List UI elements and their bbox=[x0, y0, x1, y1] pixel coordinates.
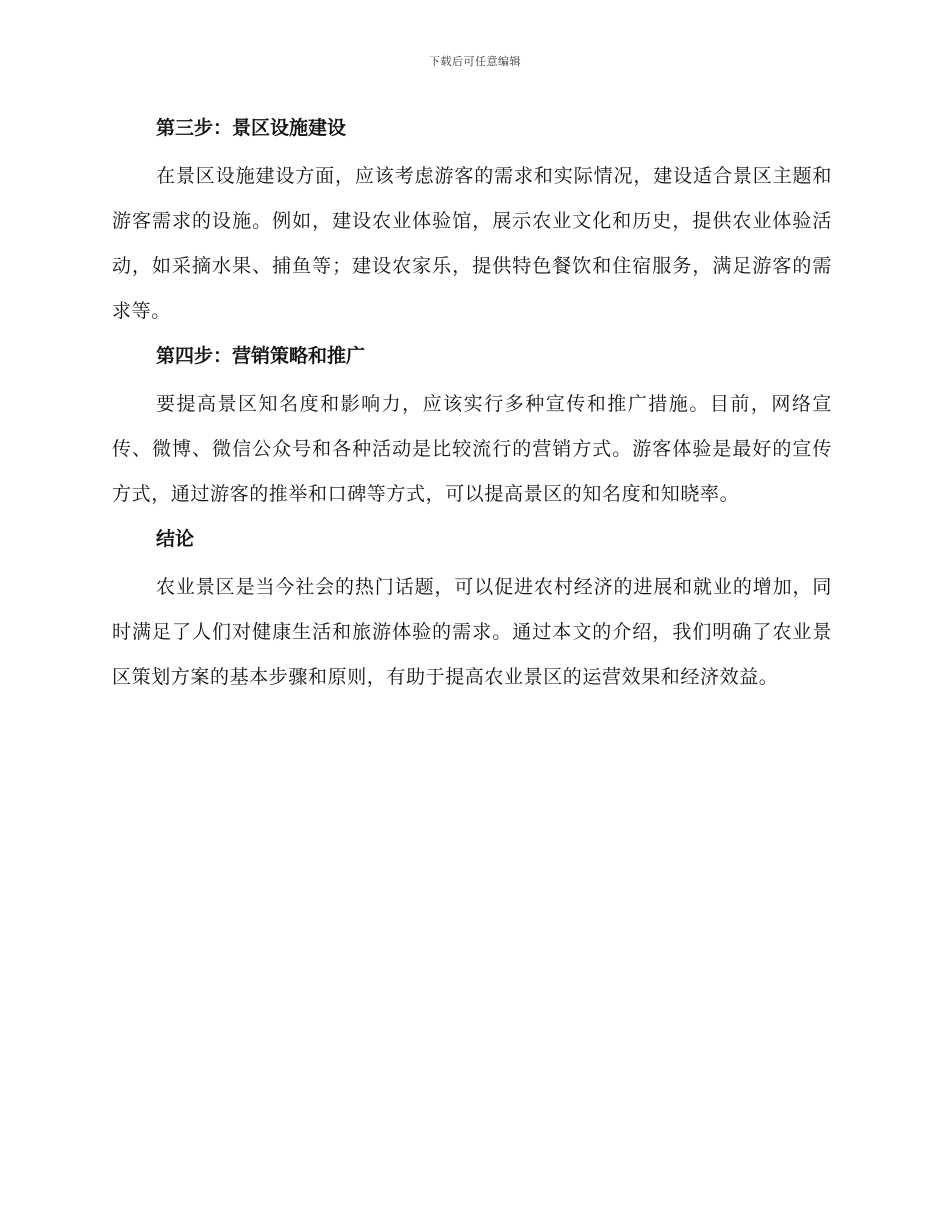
section-heading: 第三步：景区设施建设 bbox=[156, 117, 347, 139]
page-header-note: 下载后可任意编辑 bbox=[429, 55, 521, 68]
section-facilities bbox=[112, 112, 832, 340]
section-conclusion bbox=[112, 523, 832, 700]
section-heading: 第四步：营销策略和推广 bbox=[156, 345, 366, 367]
section-paragraph: 农业景区是当今社会的热门话题，可以促进农村经济的进展和就业的增加，同时满足了人们对健康生活和旅游体验的需求。通过本文的介绍，我们明确了农业景区策划方案的基本步骤和原则，有助于提高农业景区的运营效果和经济效益。 bbox=[112, 576, 832, 688]
section-marketing bbox=[112, 340, 832, 523]
section-paragraph: 要提高景区知名度和影响力，应该实行多种宣传和推广措施。目前，网络宣传、微博、微信公众号和各种活动是比较流行的营销方式。游客体验是最好的宣传方式，通过游客的推举和口碑等方式，可以提高景区的知名度和知晓率。 bbox=[112, 393, 832, 505]
section-heading: 结论 bbox=[156, 528, 195, 550]
section-paragraph: 在景区设施建设方面，应该考虑游客的需求和实际情况，建设适合景区主题和游客需求的设施。例如，建设农业体验馆，展示农业文化和历史，提供农业体验活动，如采摘水果、捕鱼等；建设农家乐，提供特色餐饮和住宿服务，满足游客的需求等。 bbox=[112, 165, 832, 322]
document-body bbox=[112, 112, 832, 700]
